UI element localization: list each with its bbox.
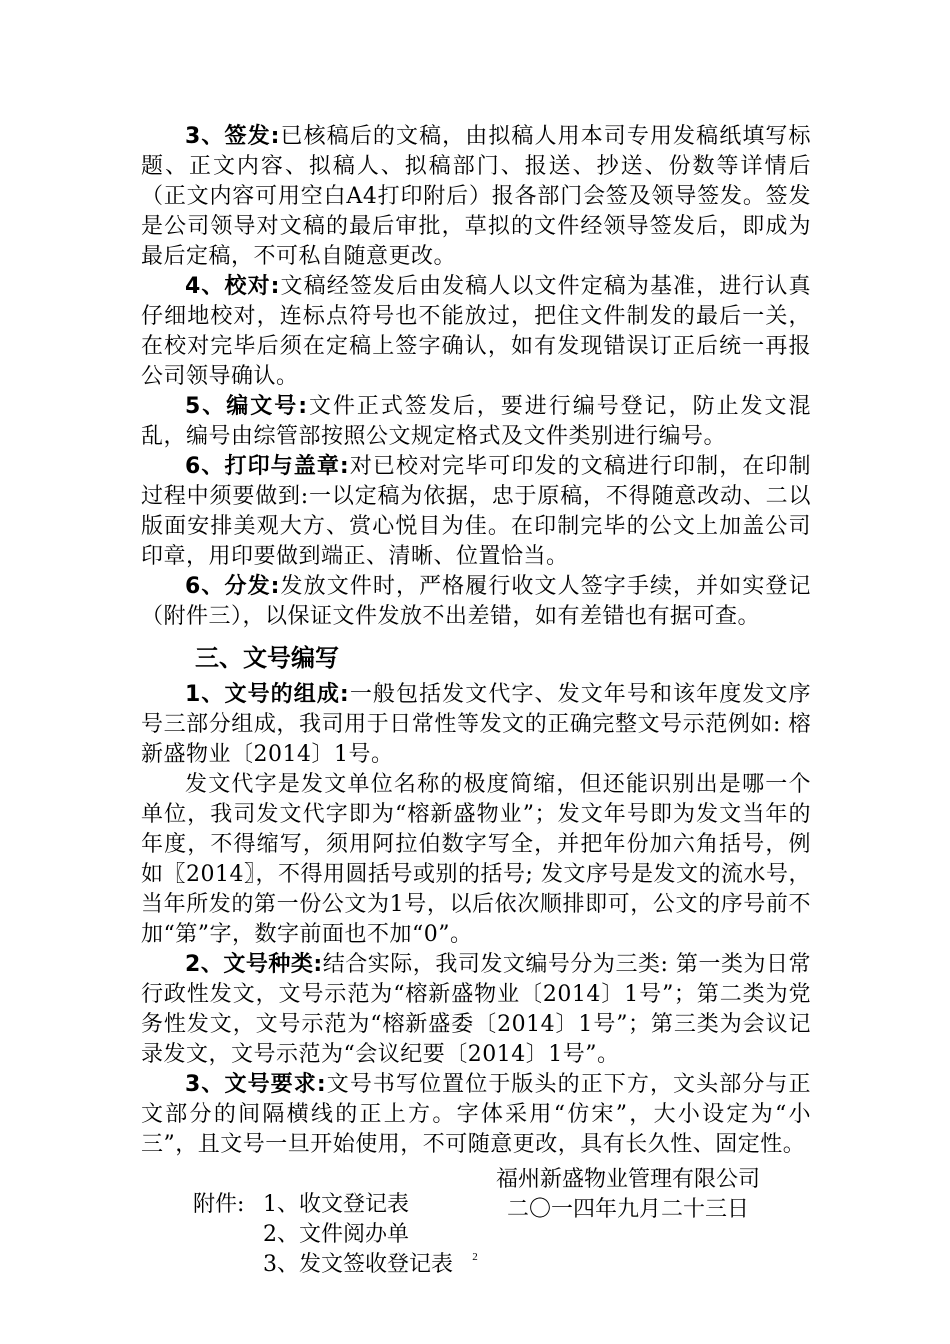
- attachment-text: 1、收文登记表: [263, 1192, 409, 1217]
- paragraph-text: 发放文件时，严格履行收文人签字手续，并如实登记（附件三），以保证文件发放不出差错，如有差错也有据可查。: [141, 574, 811, 629]
- attachments-label: 附件:: [193, 1192, 245, 1217]
- signature-company: 福州新盛物业管理有限公司: [496, 1167, 761, 1192]
- section-heading: 三、文号编写: [195, 644, 339, 672]
- paragraph-text: 发文代字是发文单位名称的极度简缩，但还能识别出是哪一个单位，我司发文代字即为“榕新盛物业”；发文年号即为发文当年的年度，不得缩写，须用阿拉伯数字写全，并把年份加六角括号，例如〖2014〗，不得用圆括号或别的括号; 发文序号是发文的流水号，当年所发的第一份公文为1号，以后依次顺排即可，公文的序号前不加“第”字，数字前面也不加“0”。: [141, 772, 811, 947]
- signature-date: 二〇一四年九月二十三日: [507, 1197, 750, 1222]
- paragraph-distribution: [141, 572, 811, 632]
- attachment-text: 3、发文签收登记表: [263, 1252, 453, 1277]
- paragraph-lead: 1、文号的组成:: [185, 682, 350, 707]
- paragraph-lead: 3、文号要求:: [185, 1072, 327, 1097]
- paragraph-lead: 4、校对:: [185, 274, 280, 299]
- page-number: 2: [472, 1251, 478, 1263]
- paragraph-number-requirements: [141, 1070, 811, 1160]
- paragraph-text: 已核稿后的文稿，由拟稿人用本司专用发稿纸填写标题、正文内容、拟稿人、拟稿部门、报送、抄送、份数等详情后（正文内容可用空白A4打印附后）报各部门会签及领导签发。签发是公司领导对文稿的最后审批，草拟的文件经领导签发后，即成为最后定稿，不可私自随意更改。: [141, 124, 811, 269]
- paragraph-proofreading: [141, 272, 811, 392]
- paragraph-lead: 2、文号种类:: [185, 952, 323, 977]
- paragraph-text: 文件正式签发后，要进行编号登记，防止发文混乱，编号由综管部按照公文规定格式及文件类别进行编号。: [141, 394, 811, 449]
- paragraph-issuing-code: [141, 770, 811, 950]
- paragraph-signing: [141, 122, 811, 272]
- document-body: [141, 122, 811, 1280]
- signature-block: [496, 1165, 760, 1225]
- paragraph-lead: 6、分发:: [185, 574, 280, 599]
- paragraph-number-composition: [141, 680, 811, 770]
- paragraph-number-types: [141, 950, 811, 1070]
- paragraph-text: 文稿经签发后由发稿人以文件定稿为基准，进行认真仔细地校对，连标点符号也不能放过，把住文件制发的最后一关，在校对完毕后须在定稿上签字确认，如有发现错误订正后统一再报公司领导确认。: [141, 274, 811, 389]
- paragraph-text: 结合实际，我司发文编号分为三类: 第一类为日常行政性发文，文号示范为“榕新盛物业〔2014〕1号”；第二类为党务性发文，文号示范为“榕新盛委〔2014〕1号”；第三类为会议记录发文，文号示范为“会议纪要〔2014〕1号”。: [141, 952, 811, 1067]
- paragraph-text: 对已校对完毕可印发的文稿进行印制，在印制过程中须要做到:一以定稿为依据，忠于原稿，不得随意改动、二以版面安排美观大方、赏心悦目为佳。在印制完毕的公文上加盖公司印章，用印要做到端正、清晰、位置恰当。: [141, 454, 811, 569]
- attachment-text: 2、文件阅办单: [263, 1222, 409, 1247]
- paragraph-text: 文号书写位置位于版头的正下方，文头部分与正文部分的间隔横线的正上方。字体采用“仿宋”，大小设定为“小三”，且文号一旦开始使用，不可随意更改，具有长久性、固定性。: [141, 1072, 811, 1157]
- paragraph-printing-sealing: [141, 452, 811, 572]
- paragraph-numbering: [141, 392, 811, 452]
- paragraph-lead: 6、打印与盖章:: [185, 454, 350, 479]
- paragraph-text: 一般包括发文代字、发文年号和该年度发文序号三部分组成，我司用于日常性等发文的正确完整文号示范例如: 榕新盛物业〔2014〕1号。: [141, 682, 811, 767]
- paragraph-lead: 3、签发:: [185, 124, 280, 149]
- paragraph-lead: 5、编文号:: [185, 394, 308, 419]
